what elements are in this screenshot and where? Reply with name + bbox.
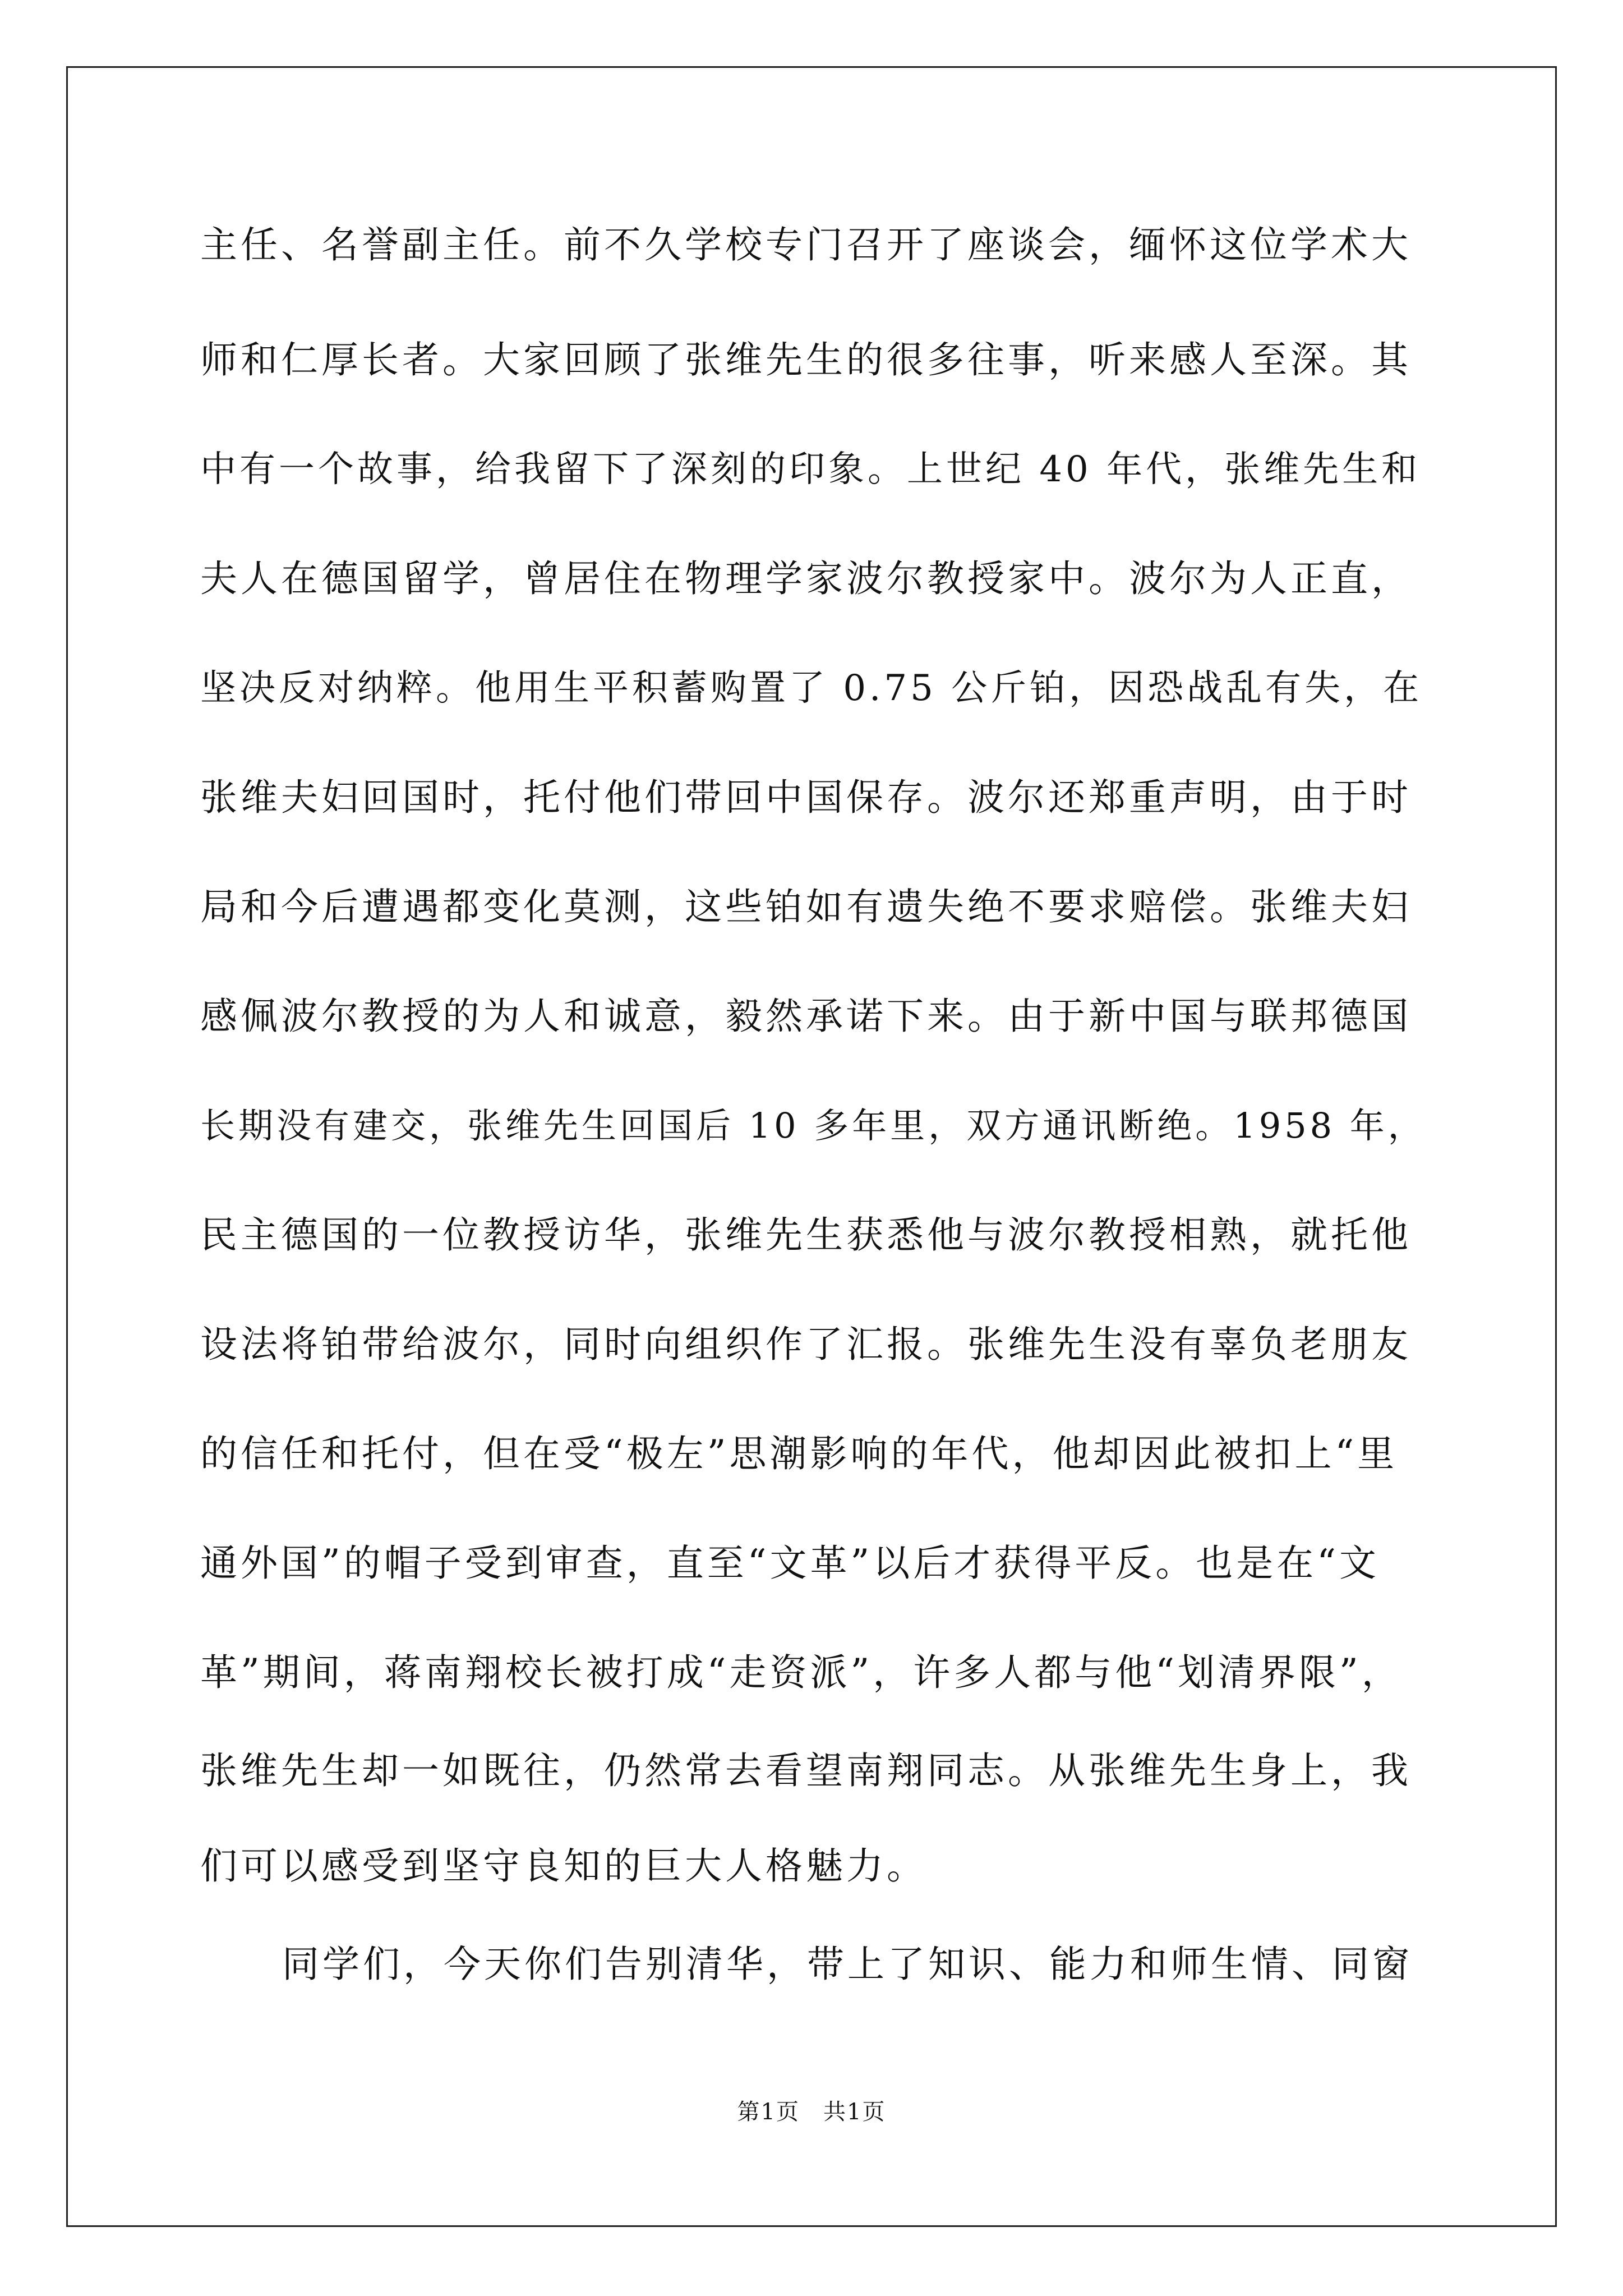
body-line: 的信任和托付，但在受“极左”思潮影响的年代，他却因此被扣上“里 [200,1432,1398,1475]
body-line: 设法将铂带给波尔，同时向组织作了汇报。张维先生没有辜负老朋友 [200,1323,1412,1366]
body-line: 通外国”的帽子受到审查，直至“文革”以后才获得平反。也是在“文 [200,1542,1380,1585]
body-line: 局和今后遭遇都变化莫测，这些铂如有遗失绝不要求赔偿。张维夫妇 [200,885,1412,928]
body-line: 革”期间，蒋南翔校长被打成“走资派”，许多人都与他“划清界限”， [200,1651,1402,1694]
body-line: 感佩波尔教授的为人和诚意，毅然承诺下来。由于新中国与联邦德国 [200,995,1412,1038]
body-line: 师和仁厚长者。大家回顾了张维先生的很多往事，听来感人至深。其 [200,338,1412,381]
body-line: 张维夫妇回国时，托付他们带回中国保存。波尔还郑重声明，由于时 [200,776,1412,819]
body-line: 坚决反对纳粹。他用生平积蓄购置了 0.75 公斤铂，因恐战乱有失，在 [200,668,1423,709]
body-line: 夫人在德国留学，曾居住在物理学家波尔教授家中。波尔为人正直， [200,557,1412,600]
body-line: 民主德国的一位教授访华，张维先生获悉他与波尔教授相熟，就托他 [200,1213,1412,1257]
body-line: 张维先生却一如既往，仍然常去看望南翔同志。从张维先生身上，我 [200,1749,1412,1792]
paragraph-first-line: 同学们，今天你们告别清华，带上了知识、能力和师生情、同窗 [282,1943,1413,1986]
body-line: 主任、名誉副主任。前不久学校专门召开了座谈会，缅怀这位学术大 [200,223,1412,266]
body-line: 中有一个故事，给我留下了深刻的印象。上世纪 40 年代，张维先生和 [200,449,1421,490]
body-line: 们可以感受到坚守良知的巨大人格魅力。 [200,1844,927,1888]
page-number-footer: 第1页 共1页 [737,2099,886,2125]
body-line: 长期没有建交，张维先生回国后 10 多年里，双方通讯断绝。1958 年， [200,1105,1426,1146]
